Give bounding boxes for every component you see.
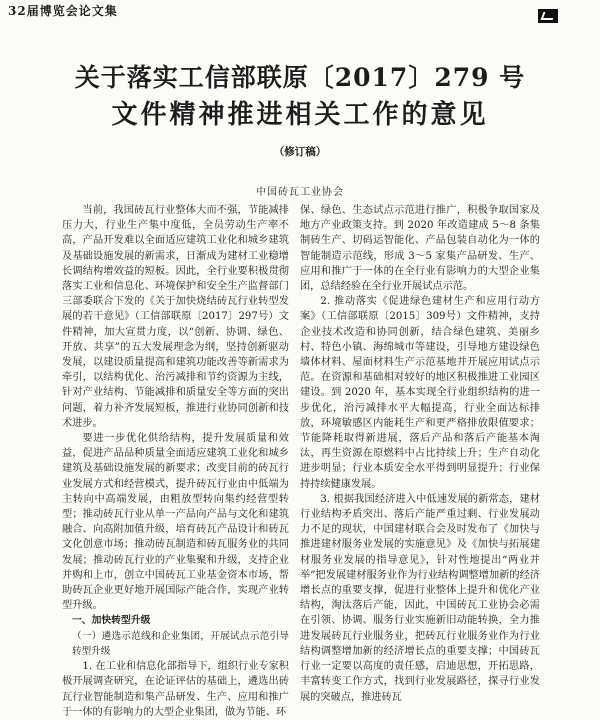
- left-column: [62, 203, 289, 720]
- paragraph: 1. 在工业和信息化部指导下，组织行业专家积极开展调查研究，在论证评估的基础上，遴选出砖瓦行业智能制造和集产品研发、生产、应用和推广于一体的有影响力的大型企业集团，做为节能、环: [62, 661, 289, 718]
- paragraph-continued: 保、绿色、生态试点示范进行推广，积极争取国家及地方产业政策支持。到 2020 年改造建成 5～8 条集制砖生产、切码运智能化、产品包装自动化为一体的智能制造示范线，形成 3～5 家集产品研发、生产、应用和推广于一体的在全行业有影响力的大型企业集团，总结经验在全行业开展试点示范。: [300, 205, 540, 293]
- publication-logo-icon: [538, 9, 558, 23]
- paragraph: 2. 推动落实《促进绿色建材生产和应用行动方案》（工信部联原〔2015〕309号）文件精神，支持企业技术改造和协同创新，结合绿色建筑、美丽乡村、特色小镇、海绵城市等建设，引导地方建设绿色墙体材料、屋面材料生产示范基地并开展应用试点示范。在资源和基础相对较好的地区积极推进工业园区建设。到 2020 年，基本实现全行业组织结构的进一步优化，治污减排水平大幅提高，行业全面达标排放，环境敏感区内能耗生产和更严格排放限值要求；节能降耗取得新进展，落后产品和落后产能基本淘汰，再生资源在原燃料中占比持续上升；生产自动化进步明显；行业本质安全水平得到明显提升；行业保持持续健康发展。: [300, 296, 540, 490]
- article-title-line-2: 文件精神推进相关工作的意见: [111, 100, 489, 130]
- right-column: [300, 203, 540, 705]
- paragraph: 3. 根据我国经济进入中低速发展的新常态，建材行业结构矛盾突出、落后产能严重过剩、行业发展动力不足的现状，中国建材联合会及时发布了《加快与推进建材服务业发展的实施意见》及《加快与拓展建材服务业发展的指导意见》，针对性地提出“两业并举”把发展建材服务业作为行业结构调整增加新的经济增长点的重要支撑，促进行业整体上提升和优化产业结构，淘汰落后产能，因此，中国砖瓦工业协会必需在引领、协调、服务行业实施新旧动能转换，全力推进发展砖瓦行业服务业，把砖瓦行业服务业作为行业结构调整增加新的经济增长点的重要支撑；中国砖瓦行业一定要以高度的责任感，启迪思想，开拓思路，丰富转变工作方式，找到行业发展路径，探寻行业发展的突破点，推进砖瓦: [300, 493, 540, 703]
- running-head: 32届博览会论文集: [8, 4, 118, 18]
- section-heading: 一、加快转型升级: [72, 615, 151, 627]
- article-title-line-1: 关于落实工信部联原〔2017〕279 号: [74, 63, 526, 92]
- paragraph: 当前，我国砖瓦行业整体大而不强，节能减排压力大，行业生产集中度低，全员劳动生产率不高，产品开发难以全面适应建筑工业化和城乡建筑及基础设施发展的新需求，日渐成为建材工业稳增长调结构增效益的短板。因此，全行业要积极贯彻落实工业和信息化、环境保护和安全生产监督部门三部委联合下发的《关于加快烧结砖瓦行业转型发展的若干意见》（工信部联原〔2017〕297号）文件精神，加大宣贯力度，以“创新、协调、绿色、开放、共享”的五大发展理念为纲，坚持创新驱动发展，以建设质量提高和建筑功能改善等新需求为牵引，以结构优化、治污减排和节约资源为主线，针对产业结构、节能减排和质量安全等方面的突出问题，着力补齐发展短板，推进行业协同创新和技术进步。: [62, 205, 289, 429]
- revision-label: （修订稿）: [273, 146, 327, 158]
- paragraph: 要进一步优化供给结构，提升发展质量和效益，促进产品品种质量全面适应建筑工业化和城乡建筑及基础设施发展的新要求；改变目前的砖瓦行业发展方式和经营模式，提升砖瓦行业由中低端为主转向中高端发展，由粗放型转向集约经营型转型；推动砖瓦行业从单一产品向产品与文化和建筑融合、向高附加值升级，培育砖瓦产品设计和砖瓦文化创意市场；推动砖瓦制造和砖瓦服务业的共同发展；推动砖瓦行业的产业集聚和升级，支持企业并购和上市，创立中国砖瓦工业基金资本市场，帮助砖瓦企业更好地开展国际产能合作，实现产业转型升级。: [62, 433, 289, 612]
- author-organization: 中国砖瓦工业协会: [256, 187, 344, 198]
- subsection-heading: （一）遴选示范线和企业集团，开展试点示范引导转型升级: [72, 630, 289, 657]
